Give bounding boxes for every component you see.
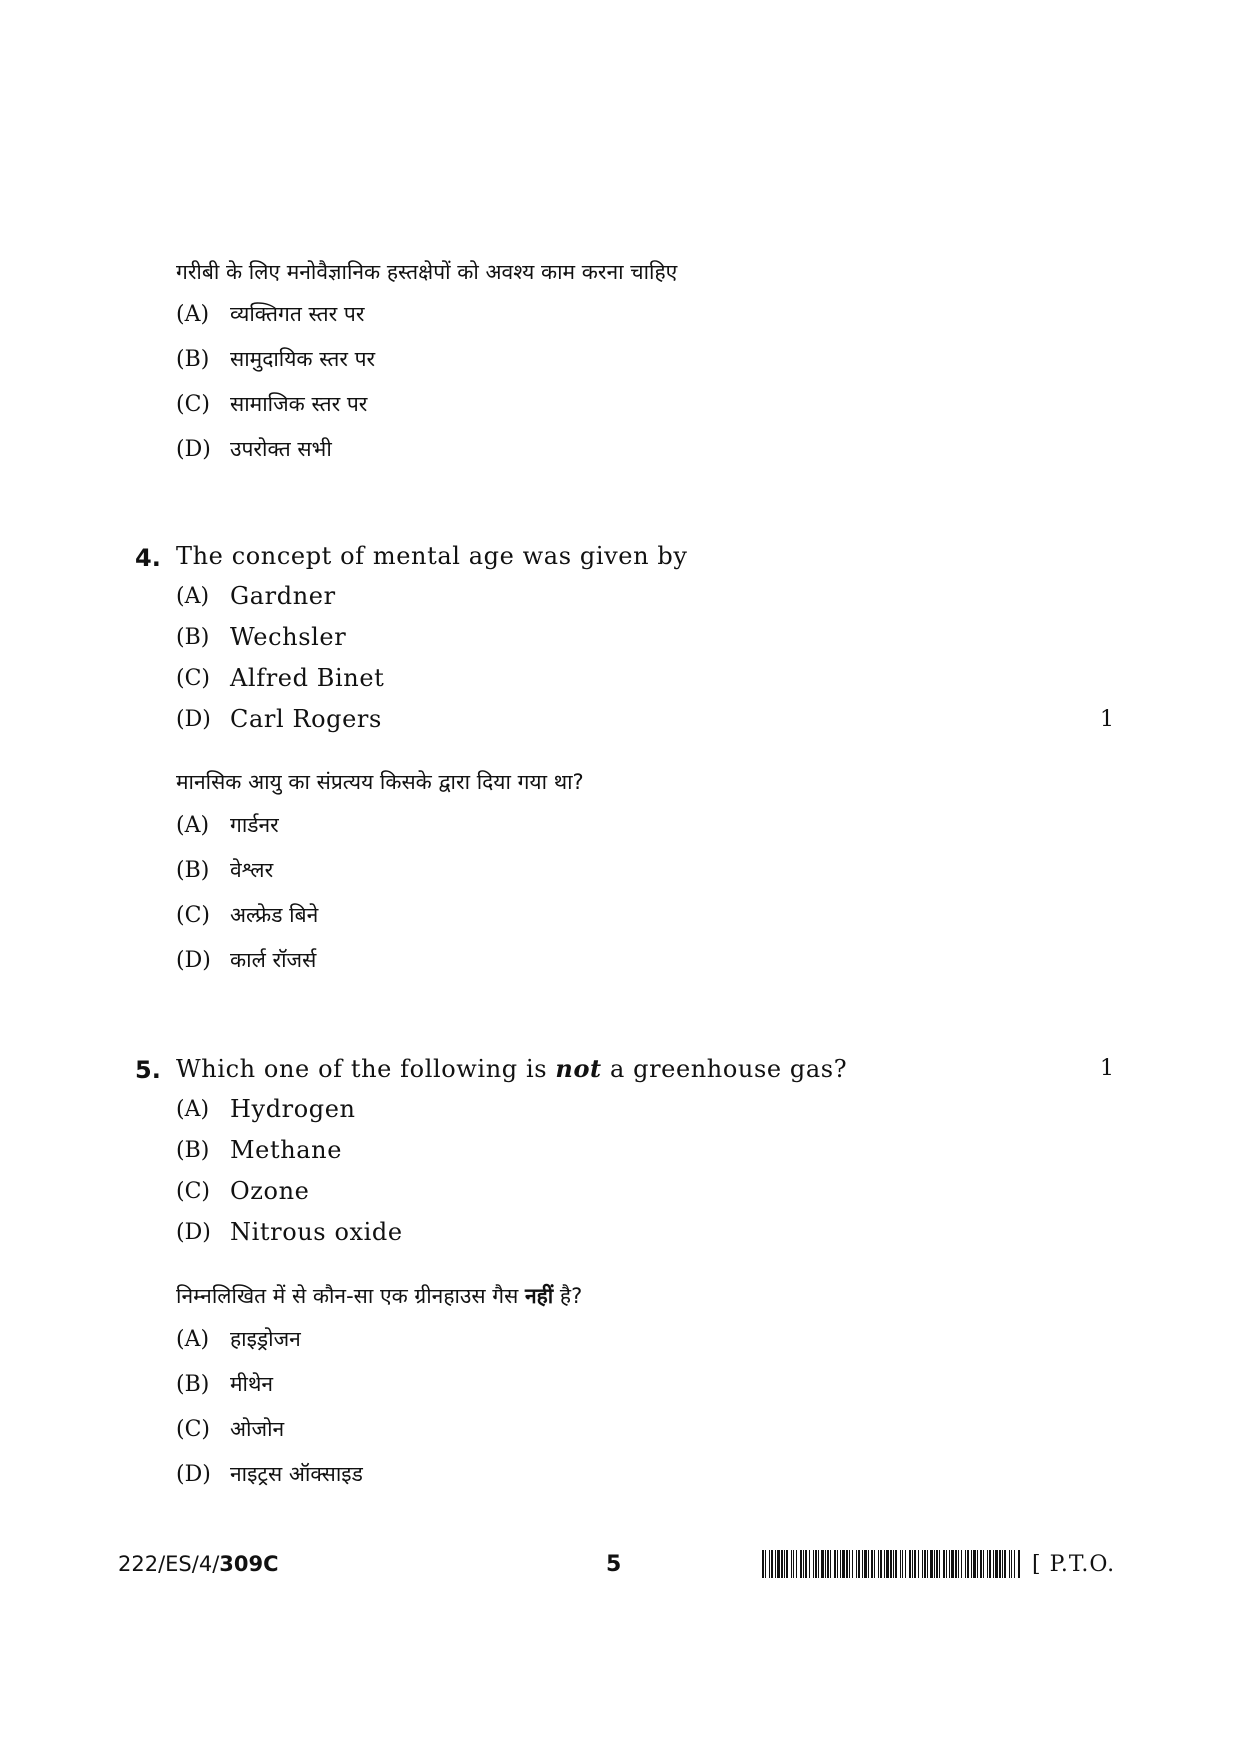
barcode-bar [886, 1550, 889, 1578]
barcode-bar [825, 1550, 826, 1578]
barcode-bar [786, 1550, 788, 1578]
barcode-bar [987, 1550, 988, 1578]
question-5-hindi-end: है? [553, 1284, 583, 1308]
barcode-bar [868, 1550, 869, 1578]
barcode-bar [995, 1550, 998, 1578]
barcode-bar [856, 1550, 857, 1578]
barcode-bar [800, 1550, 802, 1578]
barcode-image [762, 1550, 1020, 1578]
option-text: सामाजिक स्तर पर [230, 392, 368, 416]
barcode-bar [973, 1550, 976, 1578]
option-letter: (A) [176, 584, 210, 609]
option-letter: (C) [176, 903, 210, 928]
barcode-bar [864, 1550, 867, 1578]
page-number: 5 [606, 1552, 622, 1577]
question-number: 4. [135, 544, 161, 572]
barcode-bar [818, 1550, 819, 1578]
barcode-bar [971, 1550, 972, 1578]
barcode-bar [989, 1550, 991, 1578]
barcode-bar [846, 1550, 848, 1578]
emphasis-not: not [555, 1054, 602, 1083]
barcode-bar [813, 1550, 814, 1578]
barcode-bar [900, 1550, 901, 1578]
barcode-bar [809, 1550, 810, 1578]
barcode-bar [955, 1550, 957, 1578]
barcode-bar [803, 1550, 804, 1578]
option-text: व्यक्तिगत स्तर पर [230, 302, 365, 326]
question-5-text-end: a greenhouse gas? [601, 1055, 848, 1083]
option-text: Nitrous oxide [230, 1218, 403, 1246]
option-letter: (A) [176, 302, 210, 327]
barcode-bar [815, 1550, 817, 1578]
barcode-bar [796, 1550, 797, 1578]
barcode-bar [765, 1550, 766, 1578]
barcode-bar [905, 1550, 906, 1578]
option-text: मीथेन [230, 1372, 274, 1396]
barcode-bar [946, 1550, 947, 1578]
marks: 1 [1100, 707, 1114, 732]
barcode-bar [784, 1550, 785, 1578]
question-3-hindi-text: गरीबी के लिए मनोवैज्ञानिक हस्तक्षेपों को अवश्य काम करना चाहिए [176, 260, 678, 284]
option-text: गार्डनर [230, 813, 279, 837]
barcode-bar [762, 1550, 764, 1578]
barcode-bar [1014, 1550, 1015, 1578]
barcode-bar [965, 1550, 966, 1578]
question-5-text-start: Which one of the following is [176, 1055, 556, 1083]
option-letter: (C) [176, 666, 210, 691]
barcode-bar [1011, 1550, 1012, 1578]
option-text: Methane [230, 1136, 343, 1164]
option-text: Gardner [230, 582, 336, 610]
barcode-bar [827, 1550, 829, 1578]
barcode-bar [840, 1550, 841, 1578]
barcode-bar [1002, 1550, 1003, 1578]
option-text: Ozone [230, 1177, 310, 1205]
option-letter: (B) [176, 1138, 210, 1163]
option-letter: (D) [176, 1462, 211, 1487]
barcode-bar [821, 1550, 824, 1578]
paper-code-prefix: 222/ES/4/ [118, 1552, 220, 1576]
paper-code [118, 1552, 279, 1576]
barcode-bar [834, 1550, 836, 1578]
barcode-bar [852, 1550, 853, 1578]
barcode-bar [927, 1550, 928, 1578]
barcode-bar [874, 1550, 875, 1578]
barcode-bar [980, 1550, 982, 1578]
option-letter: (D) [176, 1220, 211, 1245]
question-4-hindi-text: मानसिक आयु का संप्रत्यय किसके द्वारा दिया गया था? [176, 770, 584, 794]
barcode-bar [842, 1550, 845, 1578]
option-text: सामुदायिक स्तर पर [230, 347, 376, 371]
option-text: नाइट्रस ऑक्साइड [230, 1462, 363, 1486]
barcode-bar [936, 1550, 938, 1578]
option-text: उपरोक्त सभी [230, 437, 332, 461]
barcode-bar [967, 1550, 969, 1578]
barcode-bar [949, 1550, 950, 1578]
option-text: अल्फ्रेड बिने [230, 903, 319, 927]
barcode-bar [878, 1550, 879, 1578]
barcode-bar [830, 1550, 831, 1578]
barcode-bar [871, 1550, 873, 1578]
question-4-text: The concept of mental age was given by [176, 542, 688, 570]
option-text: वेश्लर [230, 858, 274, 882]
barcode-bar [890, 1550, 892, 1578]
barcode-bar [930, 1550, 933, 1578]
barcode-bar [880, 1550, 882, 1578]
barcode-bar [862, 1550, 863, 1578]
barcode-bar [943, 1550, 945, 1578]
barcode-bar [951, 1550, 954, 1578]
option-letter: (D) [176, 707, 211, 732]
barcode-bar [999, 1550, 1001, 1578]
option-letter: (C) [176, 392, 210, 417]
option-text: Wechsler [230, 623, 347, 651]
option-text: Hydrogen [230, 1095, 356, 1123]
barcode-bar [939, 1550, 940, 1578]
option-letter: (D) [176, 948, 211, 973]
barcode-bar [837, 1550, 838, 1578]
option-text: Alfred Binet [230, 664, 385, 692]
option-letter: (C) [176, 1179, 210, 1204]
question-5-text [176, 1054, 847, 1083]
barcode-bar [793, 1550, 794, 1578]
question-5-hindi-text [176, 1282, 582, 1310]
barcode-bar [775, 1550, 776, 1578]
option-text: हाइड्रोजन [230, 1327, 301, 1351]
barcode-bar [1009, 1550, 1010, 1578]
option-text: Carl Rogers [230, 705, 382, 733]
barcode-bar [895, 1550, 897, 1578]
option-letter: (B) [176, 858, 210, 883]
barcode-bar [805, 1550, 807, 1578]
option-text: ओजोन [230, 1417, 285, 1441]
barcode-bar [909, 1550, 911, 1578]
option-letter: (A) [176, 1327, 210, 1352]
barcode-bar [934, 1550, 935, 1578]
option-letter: (A) [176, 813, 210, 838]
barcode-bar [914, 1550, 916, 1578]
option-letter: (B) [176, 625, 210, 650]
barcode-bar [977, 1550, 978, 1578]
option-text: कार्ल रॉजर्स [230, 948, 317, 972]
question-number: 5. [135, 1056, 161, 1084]
barcode-bar [918, 1550, 919, 1578]
barcode-bar [961, 1550, 962, 1578]
barcode-bar [791, 1550, 792, 1578]
barcode-bar [1018, 1550, 1020, 1578]
barcode-bar [902, 1550, 903, 1578]
barcode-bar [771, 1550, 773, 1578]
option-letter: (B) [176, 1372, 210, 1397]
option-letter: (C) [176, 1417, 210, 1442]
pto-label: [ P.T.O. [1032, 1552, 1116, 1577]
question-5-hindi-start: निम्नलिखित में से कौन-सा एक ग्रीनहाउस गैस [176, 1284, 525, 1308]
barcode-bar [993, 1550, 994, 1578]
paper-code-bold: 309C [219, 1552, 279, 1576]
barcode-bar [858, 1550, 860, 1578]
barcode-bar [912, 1550, 913, 1578]
option-letter: (A) [176, 1097, 210, 1122]
barcode-bar [781, 1550, 783, 1578]
marks: 1 [1100, 1056, 1114, 1081]
barcode-bar [769, 1550, 770, 1578]
barcode-bar [884, 1550, 885, 1578]
option-letter: (D) [176, 437, 211, 462]
barcode-bar [777, 1550, 780, 1578]
barcode-bar [849, 1550, 850, 1578]
barcode-bar [922, 1550, 923, 1578]
barcode-bar [1004, 1550, 1006, 1578]
barcode-bar [924, 1550, 926, 1578]
barcode-bar [893, 1550, 894, 1578]
barcode-bar [983, 1550, 984, 1578]
emphasis-nahin: नहीं [525, 1284, 554, 1308]
option-letter: (B) [176, 347, 210, 372]
barcode-bar [958, 1550, 959, 1578]
